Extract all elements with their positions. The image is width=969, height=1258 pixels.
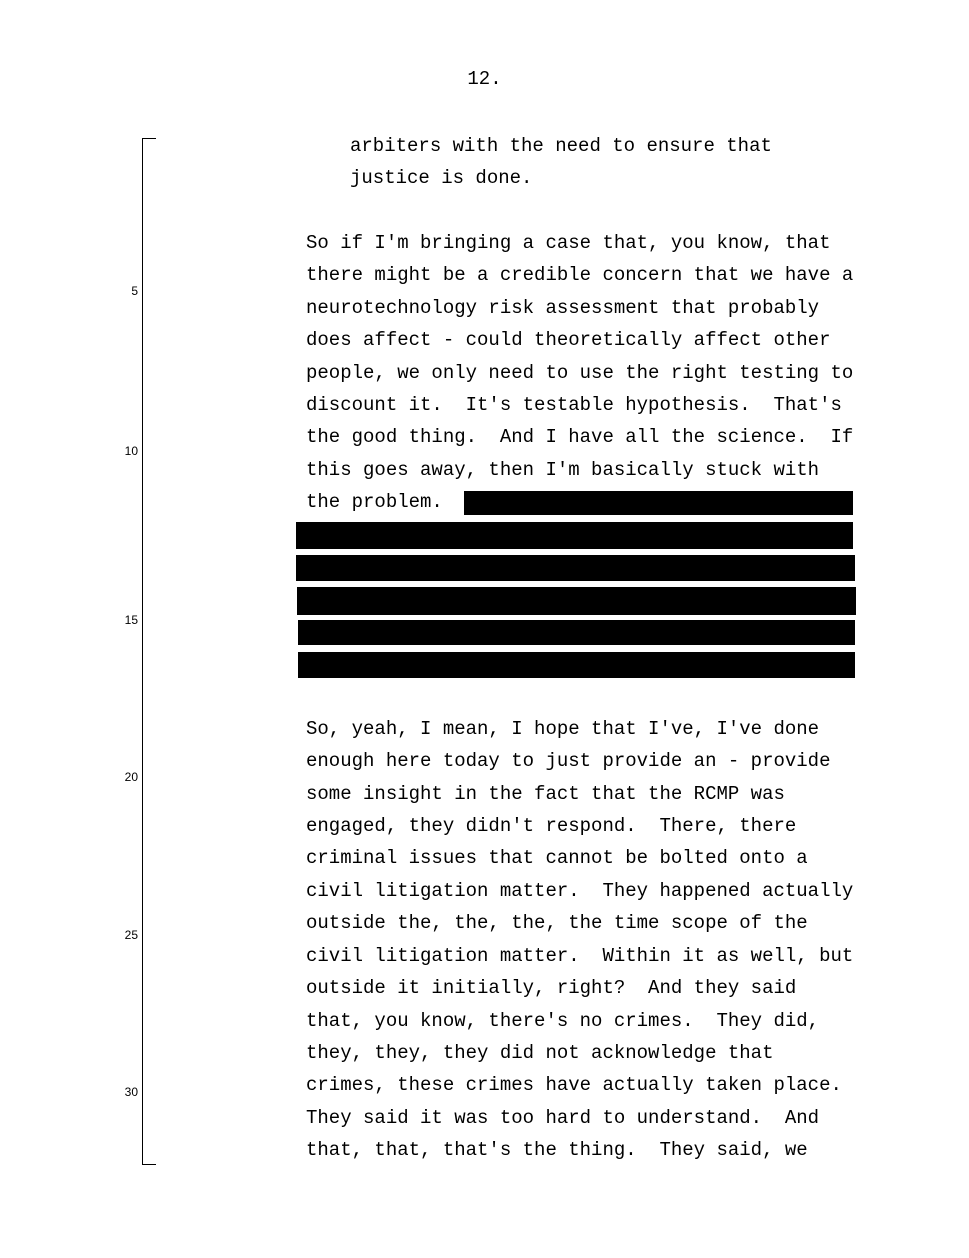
text-line: outside the, the, the, the time scope of the <box>306 912 808 934</box>
quote-line: justice is done. <box>350 167 533 189</box>
text-line: the good thing. And I have all the science. If <box>306 426 854 448</box>
line-number-25: 25 <box>124 928 138 942</box>
text-line: criminal issues that cannot be bolted onto a <box>306 847 808 869</box>
text-line: people, we only need to use the right testing to <box>306 362 854 384</box>
text-line: They said it was too hard to understand. And <box>306 1107 820 1129</box>
text-line: there might be a credible concern that we have a <box>306 264 854 286</box>
line-number-5: 5 <box>131 284 138 298</box>
text-line: crimes, these crimes have actually taken place. <box>306 1074 842 1096</box>
redaction-bar <box>298 620 855 645</box>
text-line: So, yeah, I mean, I hope that I've, I've done <box>306 718 820 740</box>
text-line: that, that, that's the thing. They said, we <box>306 1139 808 1161</box>
text-line: does affect - could theoretically affect other <box>306 329 831 351</box>
text-line: engaged, they didn't respond. There, there <box>306 815 797 837</box>
text-line: civil litigation matter. Within it as well, but <box>306 945 854 967</box>
text-line: enough here today to just provide an - provide <box>306 750 831 772</box>
quote-line: arbiters with the need to ensure that <box>350 135 772 157</box>
line-number-20: 20 <box>124 770 138 784</box>
text-line: So if I'm bringing a case that, you know, that <box>306 232 831 254</box>
redaction-bar <box>298 652 855 678</box>
line-number-10: 10 <box>124 444 138 458</box>
text-line: this goes away, then I'm basically stuck with <box>306 459 820 481</box>
text-line: neurotechnology risk assessment that probably <box>306 297 820 319</box>
text-line: that, you know, there's no crimes. They did, <box>306 1010 820 1032</box>
redaction-bar <box>297 587 856 615</box>
line-number-15: 15 <box>124 613 138 627</box>
redaction-bar <box>296 555 855 581</box>
line-number-bracket <box>142 138 156 1165</box>
text-line: civil litigation matter. They happened actually <box>306 880 854 902</box>
line-number-30: 30 <box>124 1085 138 1099</box>
text-line: discount it. It's testable hypothesis. That's <box>306 394 842 416</box>
text-line: some insight in the fact that the RCMP was <box>306 783 785 805</box>
text-line: outside it initially, right? And they said <box>306 977 797 999</box>
text-line: they, they, they did not acknowledge that <box>306 1042 774 1064</box>
redaction-bar <box>464 491 853 515</box>
redaction-bar <box>296 522 853 549</box>
page-number: 12. <box>467 68 502 90</box>
text-line: the problem. <box>306 491 443 513</box>
